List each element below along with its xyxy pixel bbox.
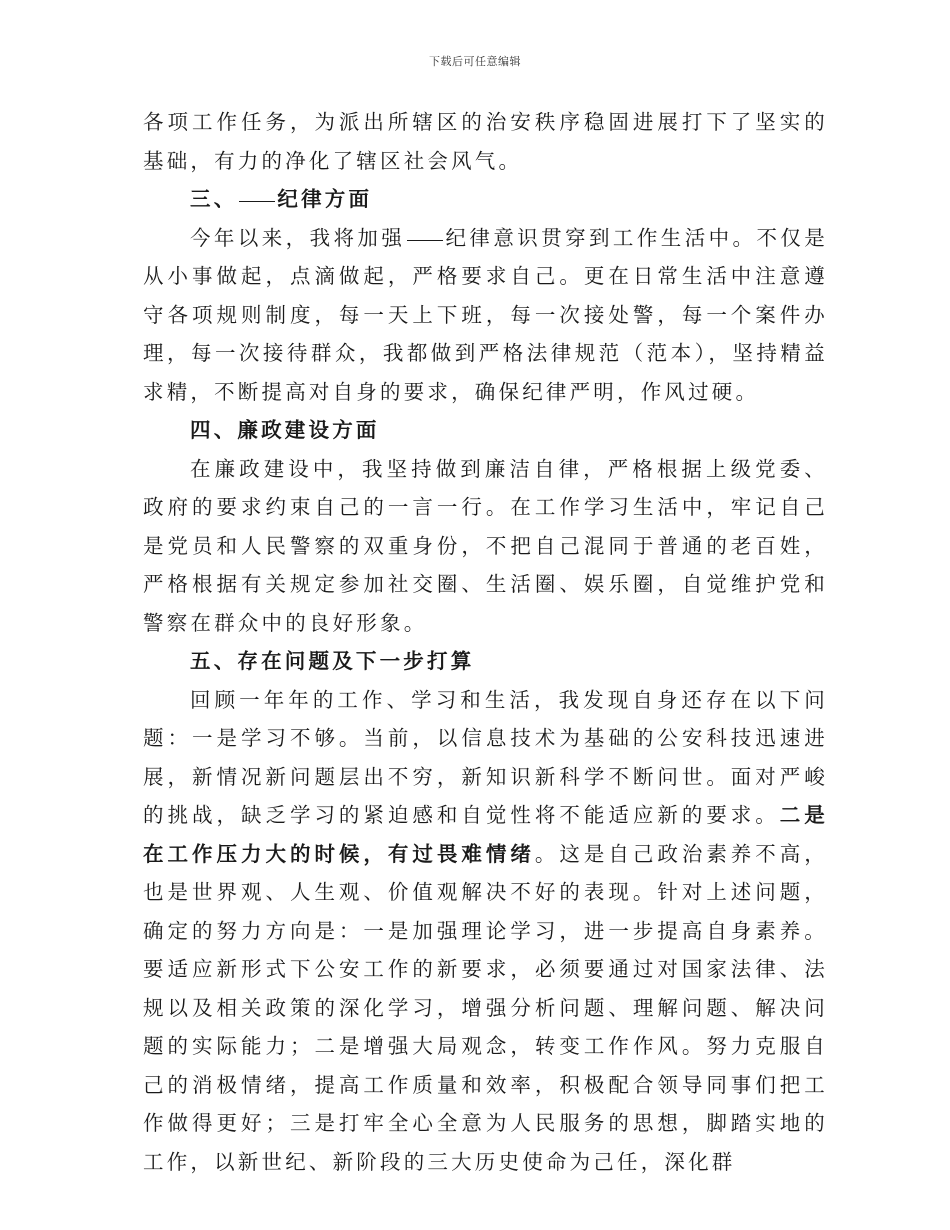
paragraph-problems <box>143 681 828 1182</box>
section-heading-discipline <box>143 180 828 219</box>
paragraph-discipline <box>143 219 828 412</box>
section-heading-integrity: 四、廉政建设方面 <box>190 418 380 442</box>
document-body <box>143 103 828 1181</box>
section-heading-problems: 五、存在问题及下一步打算 <box>190 649 475 673</box>
paragraph-continuation: 各项工作任务，为派出所辖区的治安秩序稳固进展打下了坚实的基础，有力的净化了辖区社会风气。 <box>143 110 828 173</box>
heading-number: 三、 <box>190 187 238 211</box>
paragraph-text: 。这是自己政治素养不高，也是世界观、人生观、价值观解决不好的表现。针对上述问题，确定的努力方向是：一是加强理论学习，进一步提高自身素养。要适应新形式下公安工作的新要求，必须要通过对国家法律、法规以及相关政策的深化学习，增强分析问题、理解问题、解决问题的实际能力；二是增强大局观念，转变工作作风。努力克服自己的消极情绪，提高工作质量和效率，积极配合领导同事们把工作做得更好；三是打牢全心全意为人民服务的思想，脚踏实地的工作，以新世纪、新阶段的三大历史使命为己任，深化群 <box>143 841 828 1174</box>
paragraph-integrity: 在廉政建设中，我坚持做到廉洁自律，严格根据上级党委、政府的要求约束自己的一言一行。在工作学习生活中，牢记自己是党员和人民警察的双重身份，不把自己混同于普通的老百姓，严格根据有关规定参加社交圈、生活圈、娱乐圈，自觉维护党和警察在群众中的良好形象。 <box>143 456 828 635</box>
paragraph-text: 今年以来，我将加强 <box>190 225 406 250</box>
heading-text: 纪律方面 <box>277 187 373 211</box>
bold-text: 二是在工作压力大的时候，有过畏难情绪 <box>143 803 828 866</box>
paragraph-text: 回顾一年年的工作、学习和生活，我发现自身还存在以下问题：一是学习不够。当前，以信息技术为基础的公安科技迅速进展，新情况新问题层出不穷，新知识新科学不断问世。面对严峻的挑战，缺乏学习的紧迫感和自觉性将不能适应新的要求。 <box>143 687 828 827</box>
paragraph-text: 纪律意识贯穿到工作生活中。不仅是从小事做起，点滴做起，严格要求自己。更在日常生活中注意遵守各项规则制度，每一天上下班，每一次接处警，每一个案件办理，每一次接待群众，我都做到严格法律规范（范本），坚持精益求精，不断提高对自身的要求，确保纪律严明，作风过硬。 <box>143 225 828 404</box>
blank-underline <box>407 239 443 241</box>
page-header: 下载后可任意编辑 <box>429 55 521 68</box>
blank-underline <box>239 200 275 202</box>
